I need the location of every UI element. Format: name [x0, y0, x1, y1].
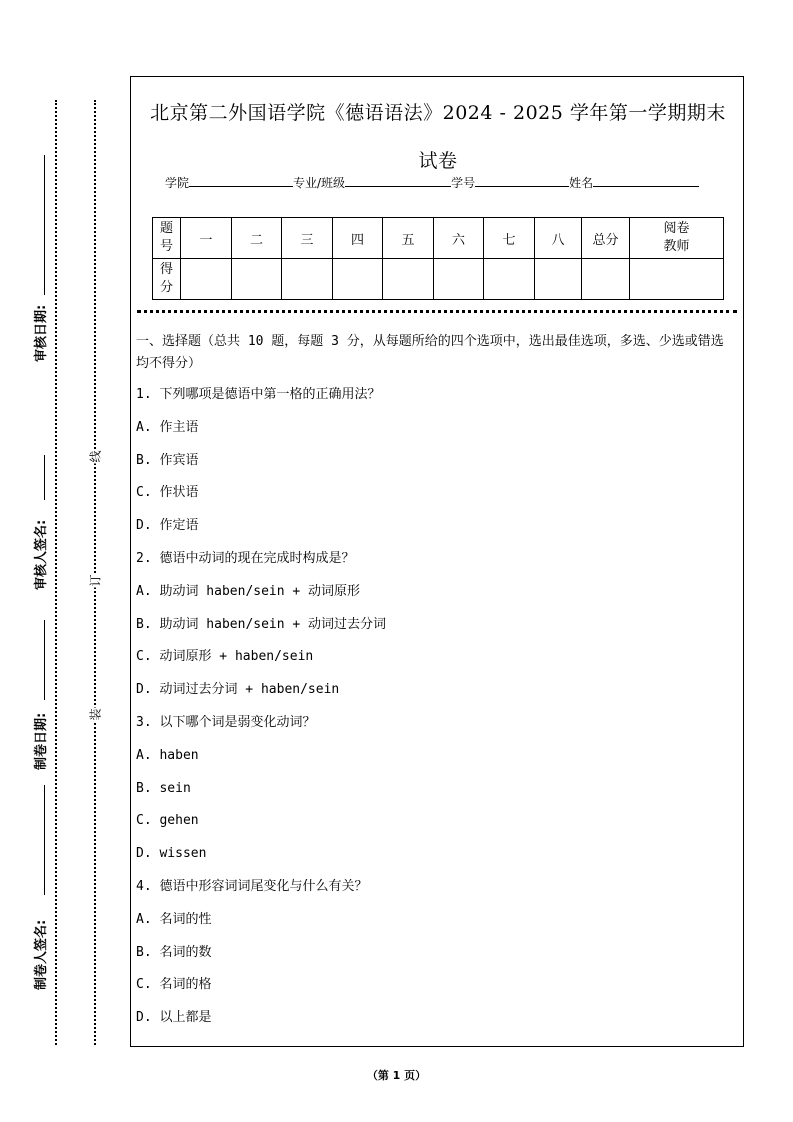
- major-field[interactable]: [345, 176, 451, 187]
- option-b[interactable]: B. sein: [136, 780, 191, 796]
- option-c[interactable]: C. 动词原形 + haben/sein: [136, 649, 314, 665]
- score-cell[interactable]: [232, 259, 282, 300]
- exam-title: [131, 89, 745, 185]
- exam-frame: [130, 76, 744, 1047]
- option-b[interactable]: B. 助动词 haben/sein + 动词过去分词: [136, 616, 387, 632]
- exam-title-line1: 北京第二外国语学院《德语语法》2024 - 2025 学年第一学期期末: [150, 102, 726, 124]
- review-date-blank[interactable]: [44, 155, 45, 295]
- col-4: 四: [333, 218, 383, 259]
- score-cell[interactable]: [535, 259, 582, 300]
- col-2: 二: [232, 218, 282, 259]
- page-number: （第 1 页）: [366, 1069, 427, 1082]
- col-1: 一: [181, 218, 232, 259]
- option-b[interactable]: B. 作宾语: [136, 452, 199, 468]
- binding-dotted-line-outer: [55, 100, 57, 1045]
- reviewer-signature-blank[interactable]: [44, 455, 45, 500]
- student-id-field[interactable]: [475, 176, 569, 187]
- reviewer-signature-label: 审核人签名:: [34, 519, 49, 590]
- question-content: [136, 331, 736, 1040]
- dotted-separator: [137, 310, 737, 313]
- score-cell[interactable]: [434, 259, 484, 300]
- col-7: 七: [484, 218, 535, 259]
- option-a[interactable]: A. haben: [136, 747, 199, 763]
- col-8: 八: [535, 218, 582, 259]
- prep-date-label: 制卷日期:: [34, 712, 49, 770]
- col-3: 三: [282, 218, 333, 259]
- score-cell-total[interactable]: [582, 259, 630, 300]
- col-6: 六: [434, 218, 484, 259]
- section-1-title: 一、选择题（总共 10 题，每题 3 分，从每题所给的四个选项中，选出最佳选项，多选、少选或错选均不得分）: [136, 334, 724, 371]
- col-5: 五: [383, 218, 434, 259]
- option-c[interactable]: C. 作状语: [136, 485, 199, 501]
- score-table: [152, 217, 724, 300]
- question-stem: 3. 以下哪个词是弱变化动词？: [136, 714, 316, 730]
- review-date-label: 审核日期:: [34, 304, 49, 362]
- option-d[interactable]: D. 作定语: [136, 518, 199, 534]
- score-cell[interactable]: [383, 259, 434, 300]
- major-label: 专业/班级: [293, 176, 346, 190]
- option-d[interactable]: D. 动词过去分词 + haben/sein: [136, 682, 340, 698]
- college-label: 学院: [165, 176, 190, 190]
- score-table-header-row: [153, 218, 724, 259]
- col-grader: 阅卷教师: [663, 221, 690, 254]
- score-label-cell: [153, 259, 181, 300]
- preparer-signature-label: 制卷人签名:: [34, 919, 49, 990]
- name-field[interactable]: [593, 176, 699, 187]
- preparer-signature-blank[interactable]: [44, 785, 45, 895]
- option-a[interactable]: A. 作主语: [136, 419, 199, 435]
- question-stem: 1. 下列哪项是德语中第一格的正确用法？: [136, 387, 381, 402]
- score-cell[interactable]: [282, 259, 333, 300]
- option-c[interactable]: C. gehen: [136, 813, 199, 829]
- option-a[interactable]: A. 名词的性: [136, 911, 212, 927]
- score-table-score-row: [153, 259, 724, 300]
- option-d[interactable]: D. wissen: [136, 846, 207, 862]
- exam-title-line2: 试卷: [418, 150, 458, 172]
- score-cell-grader[interactable]: [630, 259, 724, 300]
- option-a[interactable]: A. 助动词 haben/sein + 动词原形: [136, 583, 361, 599]
- col-total: 总分: [582, 218, 630, 259]
- binding-char-ding: 订: [88, 574, 103, 587]
- option-c[interactable]: C. 名词的格: [136, 977, 212, 993]
- prep-date-blank[interactable]: [44, 620, 45, 700]
- score-cell[interactable]: [181, 259, 232, 300]
- question-stem: 2. 德语中动词的现在完成时构成是？: [136, 550, 355, 566]
- score-cell[interactable]: [484, 259, 535, 300]
- score-label: 得分: [159, 262, 173, 295]
- col-grader-cell: [630, 218, 724, 259]
- student-id-label: 学号: [451, 176, 476, 190]
- binding-dotted-line-inner: [94, 100, 96, 1045]
- name-label: 姓名: [569, 176, 594, 190]
- college-field[interactable]: [189, 176, 293, 187]
- binding-char-xian: 线: [88, 450, 103, 463]
- option-b[interactable]: B. 名词的数: [136, 944, 212, 960]
- header-label: 题号: [159, 221, 173, 254]
- option-d[interactable]: D. 以上都是: [136, 1010, 212, 1026]
- header-label-cell: [153, 218, 181, 259]
- student-info-row: [165, 174, 699, 191]
- binding-char-zhuang: 装: [88, 708, 103, 721]
- score-cell[interactable]: [333, 259, 383, 300]
- question-stem: 4. 德语中形容词词尾变化与什么有关？: [136, 878, 368, 894]
